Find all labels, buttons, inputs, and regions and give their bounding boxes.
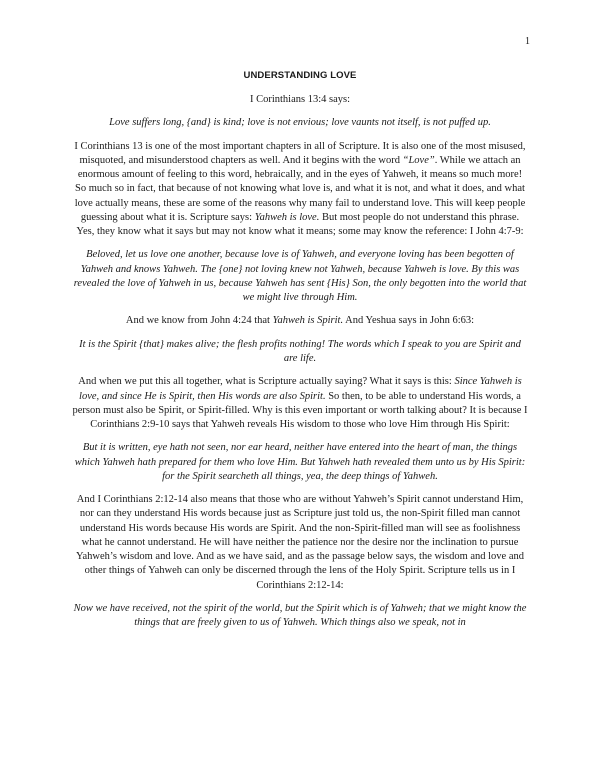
text-run: And when we put this all together, what is Scripture actually saying? What it says is this: xyxy=(78,376,455,388)
document-body xyxy=(72,70,528,640)
text-run: I Corinthians 13 is one of the most important chapters in all of Scripture. It is also one of the most misused, misquoted, and misunderstood chapters as well. And it begins with the word xyxy=(74,140,526,166)
text-run: And Yeshua says in John 6:63: xyxy=(343,315,475,327)
scripture-quote-5: Now we have received, not the spirit of the world, but the Spirit which is of Yahweh; that we might know the things that are freely given to us of Yahweh. Which things also we speak, not in xyxy=(73,602,527,629)
text-run: So then, to be able to understand His words, a person must also be Spirit, or Spirit-filled. Why is this even important or worth talking about? It is because I Corinthians 2:9-10 says that Yahweh reveals His wisdom to those who love Him through His Spirit: xyxy=(72,390,528,431)
paragraph-2 xyxy=(72,140,528,240)
scripture-quote-3: It is the Spirit {that} makes alive; the flesh profits nothing! The words which I speak to you are Spirit and are life. xyxy=(79,338,521,364)
emphasis-yahweh-is-spirit: Yahweh is Spirit. xyxy=(272,315,344,327)
document-title: UNDERSTANDING LOVE xyxy=(243,70,357,81)
scripture-quote-1: Love suffers long, {and} is kind; love is not envious; love vaunts not itself, is not puffed up. xyxy=(109,117,491,129)
paragraph-5: And I Corinthians 2:12-14 also means that those who are without Yahweh’s Spirit cannot understand Him, nor can they understand His words because just as Scripture just told us, the non-Spirit filled man cannot understand His words because His words are Spirit. And the non-Spirit-filled man will see as foolishness what he cannot understand. He will have neither the patience nor the desire nor the inclination to pursue Yahweh’s wisdom and love. And as we have said, and as the passage below says, the wisdom and love and other things of Yahweh can only be discerned through the lens of the Holy Spirit. Scripture tells us in I Corinthians 2:12-14: xyxy=(75,494,525,591)
scripture-quote-4: But it is written, eye hath not seen, nor ear heard, neither have entered into the heart of man, the things which Yahweh hath prepared for them who love Him. But Yahweh hath revealed them unto us by His Spirit: for the Spirit searcheth all things, yea, the deep things of Yahweh. xyxy=(74,442,526,482)
text-run: . While we attach an enormous amount of feeling to this word, hebraically, and in the eyes of Yahweh, it means so much more! So much so in fact, that because of not knowing what love is, and what it is not, and what it does, and what love actually means, these are some of the reasons why many fail to understand love. This will keep people guessing about what it is. Scripture says: xyxy=(74,154,526,223)
emphasis-words-spirit: Since Yahweh is love, and since He is Spirit, then His words are also Spirit. xyxy=(79,376,522,402)
paragraph-4 xyxy=(72,375,528,432)
paragraph-3 xyxy=(72,314,528,328)
paragraph-intro: I Corinthians 13:4 says: xyxy=(249,94,351,105)
emphasis-love: “Love” xyxy=(402,154,435,166)
text-run: But most people do not understand this phrase. Yes, they know what it says but may not know what it means; some may know the reference: I John 4:7-9: xyxy=(76,211,524,238)
text-run: And we know from John 4:24 that xyxy=(125,315,273,327)
scripture-quote-2: Beloved, let us love one another, because love is of Yahweh, and everyone loving has been begotten of Yahweh and knows Yahweh. The {one} not loving knew not Yahweh, because Yahweh is love. By this was revealed the love of Yahweh in us, because Yahweh has sent {His} Son, the only begotten into the world that we might live through Him. xyxy=(73,249,527,304)
emphasis-yahweh-is-love: Yahweh is love. xyxy=(254,211,320,223)
page-number: 1 xyxy=(525,36,530,47)
